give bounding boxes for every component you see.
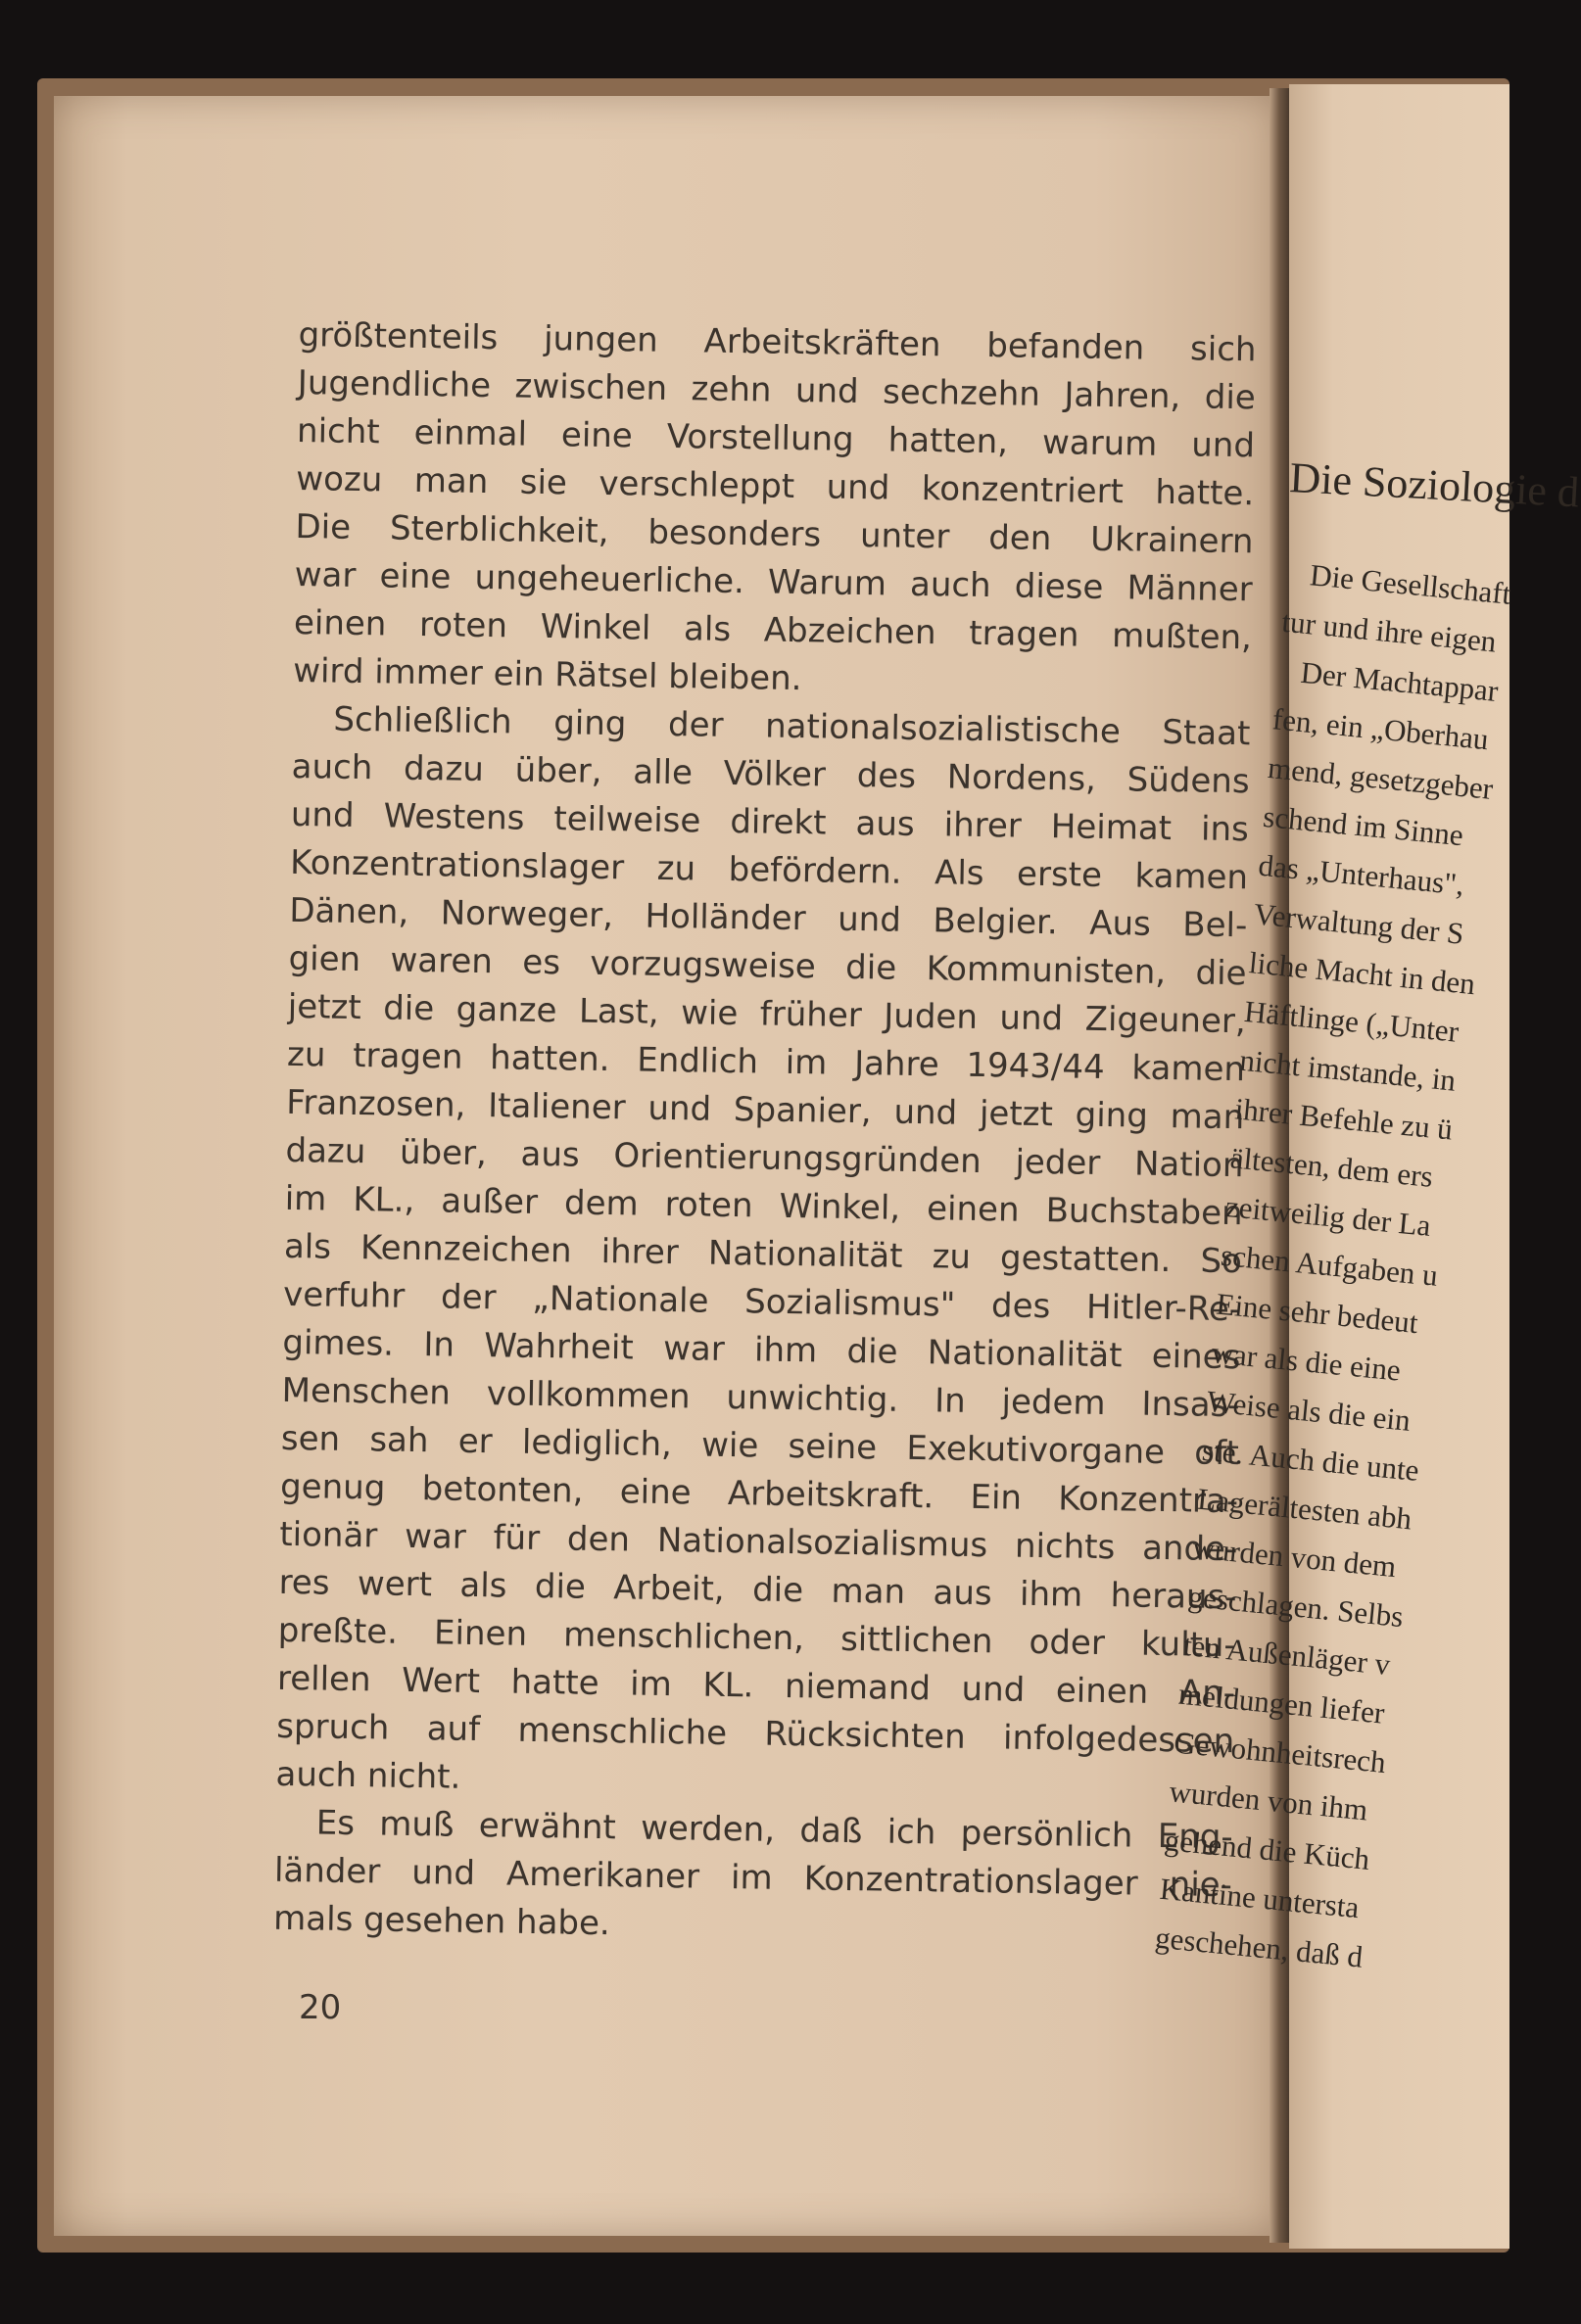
text-line: Es muß erwähnt werden, daß ich persönlich Eng-	[315, 1803, 1233, 1858]
text-line: im KL., außer dem roten Winkel, einen Buchstaben	[284, 1178, 1243, 1234]
text-line: Die Gesellschaft	[1308, 557, 1513, 611]
text-line: Konzentrationslager zu befördern. Als erste kamen	[289, 842, 1249, 898]
text-line: wozu man sie verschleppt und konzentriert hatte.	[295, 458, 1255, 514]
text-line: geschehen, daß d	[1153, 1920, 1365, 1974]
text-line: gehend die Küch	[1163, 1822, 1371, 1876]
text-line: sen sah er lediglich, wie seine Exekutivorgane oft	[280, 1418, 1240, 1474]
text-line: Lagerältesten abh	[1195, 1481, 1413, 1537]
text-line: Dänen, Norweger, Holländer und Belgier. Aus Bel-	[289, 890, 1248, 946]
text-line: wurden von dem	[1191, 1530, 1398, 1585]
text-line: gien waren es vorzugsweise die Kommunisten, die	[288, 938, 1247, 994]
text-line: verfuhr der „Nationale Sozialismus" des Hitler-Re-	[282, 1274, 1242, 1330]
text-line: geschlagen. Selbs	[1186, 1579, 1406, 1635]
text-line: jetzt die ganze Last, wie früher Juden und Zigeuner,	[287, 986, 1247, 1042]
text-line: preßte. Einen menschlichen, sittlichen oder kultu-	[277, 1610, 1237, 1666]
text-line: Gewohnheitsrech	[1172, 1725, 1388, 1780]
text-line: Weise als die ein	[1205, 1384, 1413, 1438]
text-line: dazu über, aus Orientierungsgründen jeder Nation	[285, 1130, 1244, 1186]
text-line: Menschen vollkommen unwichtig. In jedem Insas-	[281, 1370, 1240, 1426]
right-page-text	[1153, 451, 1513, 2037]
text-line: ste. Auch die unte	[1200, 1432, 1421, 1488]
text-line: Schließlich ging der nationalsozialistische Staat	[333, 699, 1251, 754]
text-line: mals gesehen habe.	[272, 1898, 611, 1944]
left-page-text	[273, 311, 1257, 1958]
text-line: Kantine untersta	[1158, 1871, 1362, 1925]
text-line: größtenteils jungen Arbeitskräften befanden sich	[298, 314, 1257, 370]
text-line: war als die eine	[1210, 1335, 1403, 1388]
text-line: nicht imstande, in	[1238, 1042, 1458, 1098]
text-line: als Kennzeichen ihrer Nationalität zu gestatten. So	[283, 1226, 1243, 1282]
text-line: das „Unterhaus",	[1257, 847, 1466, 902]
text-line: und Westens teilweise direkt aus ihrer Heimat ins	[290, 794, 1250, 850]
text-line: einen roten Winkel als Abzeichen tragen mußten,	[293, 602, 1253, 658]
text-line: wurden von ihm	[1168, 1774, 1369, 1827]
text-line: ihrer Befehle zu ü	[1233, 1091, 1455, 1147]
text-line: fen, ein „Oberhau	[1270, 701, 1491, 757]
text-line: Franzosen, Italiener und Spanier, und jetzt ging man	[285, 1082, 1245, 1138]
text-line: Die Sterblichkeit, besonders unter den Ukrainern	[295, 506, 1254, 562]
text-line: Der Machtappar	[1299, 654, 1500, 709]
text-line: mend, gesetzgeber	[1266, 750, 1495, 806]
text-line: zeitweilig der La	[1223, 1188, 1433, 1243]
text-line: wird immer ein Rätsel bleiben.	[292, 650, 802, 699]
text-line: tionär war für den Nationalsozialismus nichts ande-	[279, 1514, 1238, 1570]
text-line: ältesten, dem ers	[1228, 1140, 1435, 1194]
text-line: liche Macht in den	[1247, 945, 1477, 1002]
text-line: res wert als die Arbeit, die man aus ihm heraus-	[278, 1562, 1237, 1618]
text-line: tur und ihre eigen	[1280, 603, 1499, 659]
text-line: meldungen liefer	[1176, 1676, 1387, 1731]
text-line: gimes. In Wahrheit war ihm die Nationalität eines	[282, 1322, 1241, 1378]
text-line: genug betonten, eine Arbeitskraft. Ein Konzentra-	[279, 1466, 1239, 1522]
page-number: 20	[299, 1988, 342, 2027]
text-line: auch nicht.	[275, 1754, 461, 1797]
text-line: nicht einmal eine Vorstellung hatten, warum und	[296, 410, 1256, 466]
text-line: Verwaltung der S	[1252, 896, 1466, 951]
text-line: länder und Amerikaner im Konzentrationslager nie-	[273, 1850, 1233, 1906]
text-line: ten Außenläger v	[1181, 1627, 1392, 1683]
text-line: rellen Wert hatte im KL. niemand und einen An-	[276, 1658, 1236, 1714]
text-line: Häftlinge („Unter	[1242, 993, 1461, 1049]
text-line: spruch auf menschliche Rücksichten infolgedessen	[275, 1706, 1235, 1762]
text-line: Eine sehr bedeut	[1215, 1286, 1420, 1341]
text-line: schen Aufgaben u	[1219, 1237, 1440, 1293]
chapter-heading: Die Soziologie d	[1288, 452, 1581, 517]
text-line: zu tragen hatten. Endlich im Jahre 1943/44 kamen	[286, 1034, 1246, 1090]
text-line: schend im Sinne	[1262, 798, 1465, 853]
text-line: Jugendliche zwischen zehn und sechzehn Jahren, die	[297, 362, 1257, 418]
text-line: auch dazu über, alle Völker des Nordens, Südens	[291, 746, 1250, 802]
text-line: war eine ungeheuerliche. Warum auch diese Männer	[294, 554, 1253, 610]
